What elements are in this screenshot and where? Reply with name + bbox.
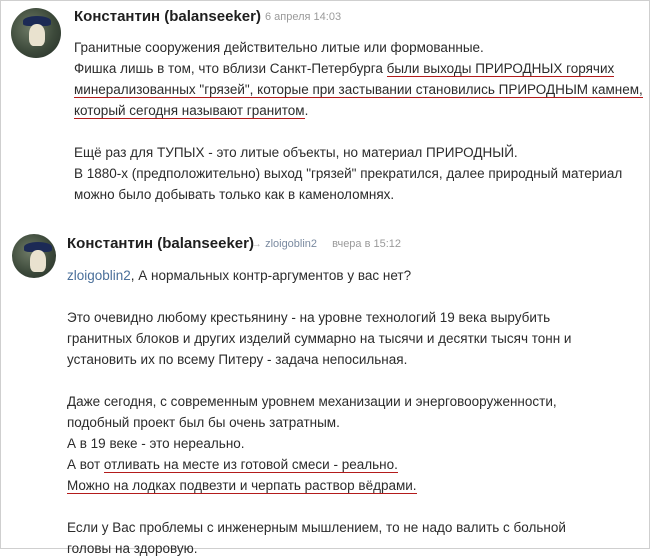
comment-body xyxy=(74,37,644,205)
comment-line xyxy=(67,412,645,433)
comment-text: гранитных блоков и других изделий суммарно на тысячи и десятки тысяч тонн и xyxy=(67,331,572,346)
comment-meta xyxy=(251,238,401,250)
comment-line xyxy=(74,142,644,163)
comment-text: Даже сегодня, с современным уровнем механизации и энерговооруженности, xyxy=(67,394,557,409)
comment-text: Если у Вас проблемы с инженерным мышлением, то не надо валить с больной xyxy=(67,520,566,535)
reply-to-link[interactable]: zloigoblin2 xyxy=(265,238,318,250)
comment-line xyxy=(67,349,645,370)
comment-line xyxy=(74,37,644,58)
comment-line xyxy=(67,265,645,286)
highlighted-text: минерализованных "грязей", которые при застывании становились ПРИРОДНЫМ камнем, xyxy=(74,82,643,97)
comment-author[interactable]: Константин (balanseeker) xyxy=(74,8,261,25)
comment-body xyxy=(67,265,645,559)
paragraph-gap xyxy=(74,121,644,142)
comment-text: Это очевидно любому крестьянину - на уровне технологий 19 века вырубить xyxy=(67,310,551,325)
comment-time[interactable]: вчера в 15:12 xyxy=(332,238,402,250)
comment-text: Ещё раз для ТУПЫХ - это литые объекты, но материал ПРИРОДНЫЙ. xyxy=(74,145,518,160)
mention-link[interactable]: zloigoblin2 xyxy=(67,268,131,283)
comment-text: можно было добывать только как в каменоломнях. xyxy=(74,187,395,202)
highlighted-text: Можно на лодках подвезти и черпать раствор вёдрами. xyxy=(67,478,417,493)
reply-arrow-icon: → xyxy=(251,238,262,250)
comment-line xyxy=(67,475,645,496)
comment-line xyxy=(67,517,645,538)
comment-line xyxy=(74,100,644,121)
avatar[interactable] xyxy=(12,234,56,278)
comment-line xyxy=(67,433,645,454)
highlighted-text: были выходы ПРИРОДНЫХ горячих xyxy=(386,61,615,76)
paragraph-gap xyxy=(67,286,645,307)
comment-author[interactable]: Константин (balanseeker) xyxy=(67,235,254,252)
comment-timestamp[interactable] xyxy=(265,11,341,23)
comment-line xyxy=(67,307,645,328)
comment-time[interactable]: 6 апреля 14:03 xyxy=(265,11,342,23)
comment-line xyxy=(74,184,644,205)
highlighted-text: отливать на месте из готовой смеси - реально. xyxy=(103,457,398,472)
comment-text: головы на здоровую. xyxy=(67,541,198,556)
comment-text: В 1880-х (предположительно) выход "грязей" прекратился, далее природный материал xyxy=(74,166,623,181)
comment-line xyxy=(74,58,644,79)
comment-line xyxy=(67,391,645,412)
comment-line xyxy=(74,163,644,184)
comment-text: . xyxy=(304,103,309,118)
comment-text: Гранитные сооружения действительно литые или формованные. xyxy=(74,40,484,55)
paragraph-gap xyxy=(67,496,645,517)
comment-line xyxy=(67,328,645,349)
comment-text: , А нормальных контр-аргументов у вас нет? xyxy=(130,268,412,283)
comment-text: установить их по всему Питеру - задача непосильная. xyxy=(67,352,408,367)
comment-text: А вот xyxy=(67,457,104,472)
highlighted-text: который сегодня называют гранитом xyxy=(74,103,305,118)
comment-text: А в 19 веке - это нереально. xyxy=(67,436,245,451)
paragraph-gap xyxy=(67,370,645,391)
comment-line xyxy=(67,454,645,475)
avatar[interactable] xyxy=(11,8,61,58)
comment-text: Фишка лишь в том, что вблизи Санкт-Петербурга xyxy=(74,61,387,76)
comment-line xyxy=(74,79,644,100)
comment-text: подобный проект был бы очень затратным. xyxy=(67,415,340,430)
